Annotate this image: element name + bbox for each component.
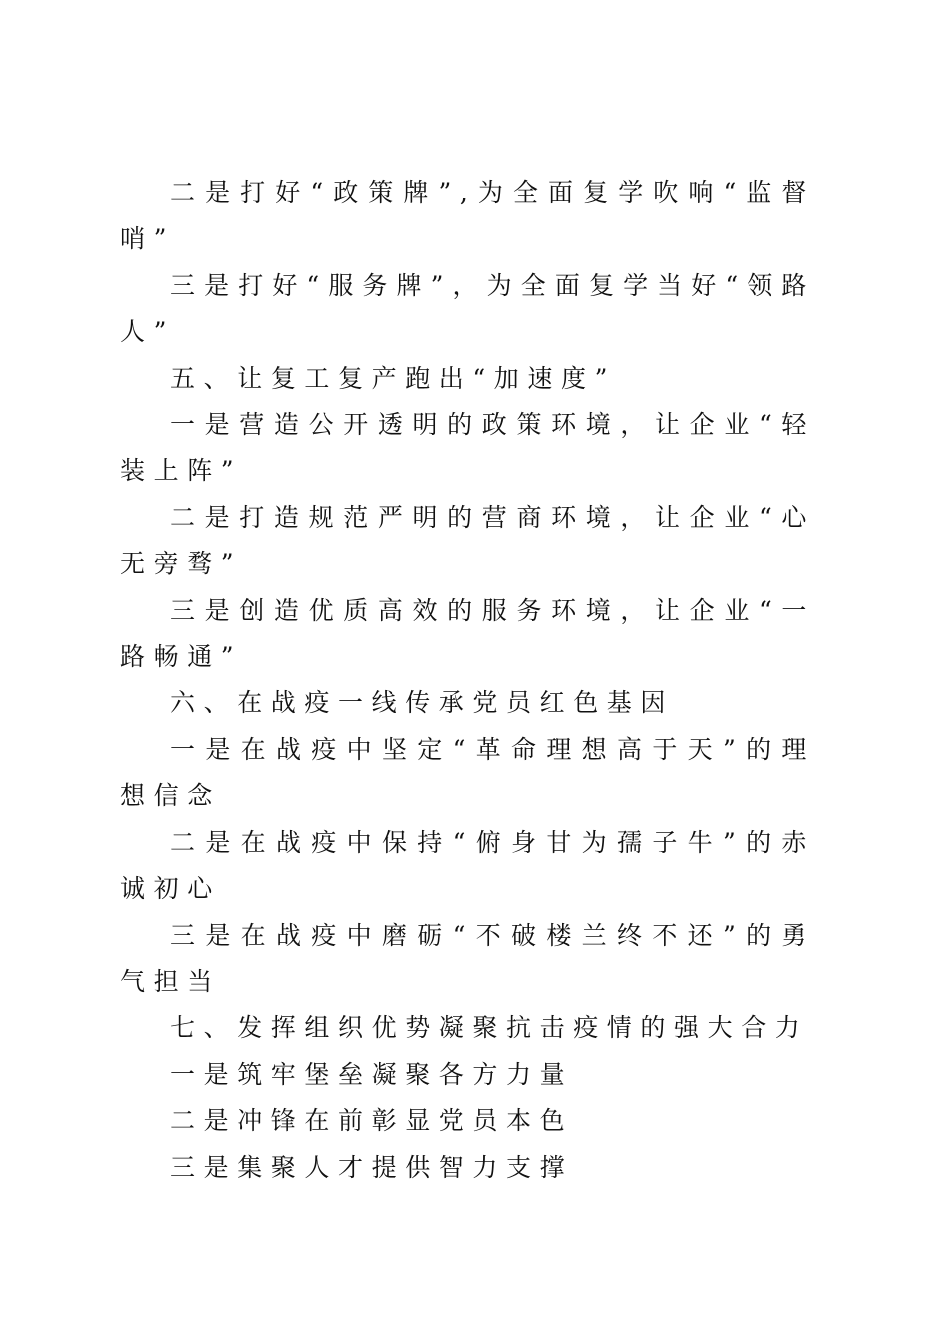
paragraph-fuxue-linglu: 三是打好“服务牌”，为全面复学当好“领路人” bbox=[120, 270, 815, 347]
paragraph-chongfeng: 二是冲锋在前彰显党员本色 bbox=[170, 1106, 574, 1136]
paragraph-fuxue-jiandu: 二是打好“政策牌”,为全面复学吹响“监督哨” bbox=[120, 178, 815, 254]
section-heading-7: 七、发挥组织优势凝聚抗击疫情的强大合力 bbox=[170, 1013, 809, 1043]
paragraph-chicheng-chuxin: 二是在战疫中保持“俯身甘为孺子牛”的赤诚初心 bbox=[120, 827, 815, 904]
paragraph-yongqi-dandang: 三是在战疫中磨砺“不破楼兰终不还”的勇气担当 bbox=[120, 920, 815, 996]
section-heading-6: 六、在战疫一线传承党员红色基因 bbox=[170, 688, 675, 718]
paragraph-rencai: 三是集聚人才提供智力支撑 bbox=[170, 1152, 574, 1182]
paragraph-fuwu-huanjing: 三是创造优质高效的服务环境，让企业“一路畅通” bbox=[120, 595, 815, 672]
paragraph-yingshang-huanjing: 二是打造规范严明的营商环境，让企业“心无旁骛” bbox=[120, 502, 815, 579]
document-body bbox=[120, 170, 815, 1191]
paragraph-lixiang-xinnian: 一是在战疫中坚定“革命理想高于天”的理想信念 bbox=[120, 734, 815, 811]
paragraph-baolei: 一是筑牢堡垒凝聚各方力量 bbox=[170, 1059, 574, 1089]
section-heading-5: 五、让复工复产跑出“加速度” bbox=[170, 363, 616, 393]
paragraph-zhengce-huanjing: 一是营造公开透明的政策环境，让企业“轻装上阵” bbox=[120, 410, 815, 486]
